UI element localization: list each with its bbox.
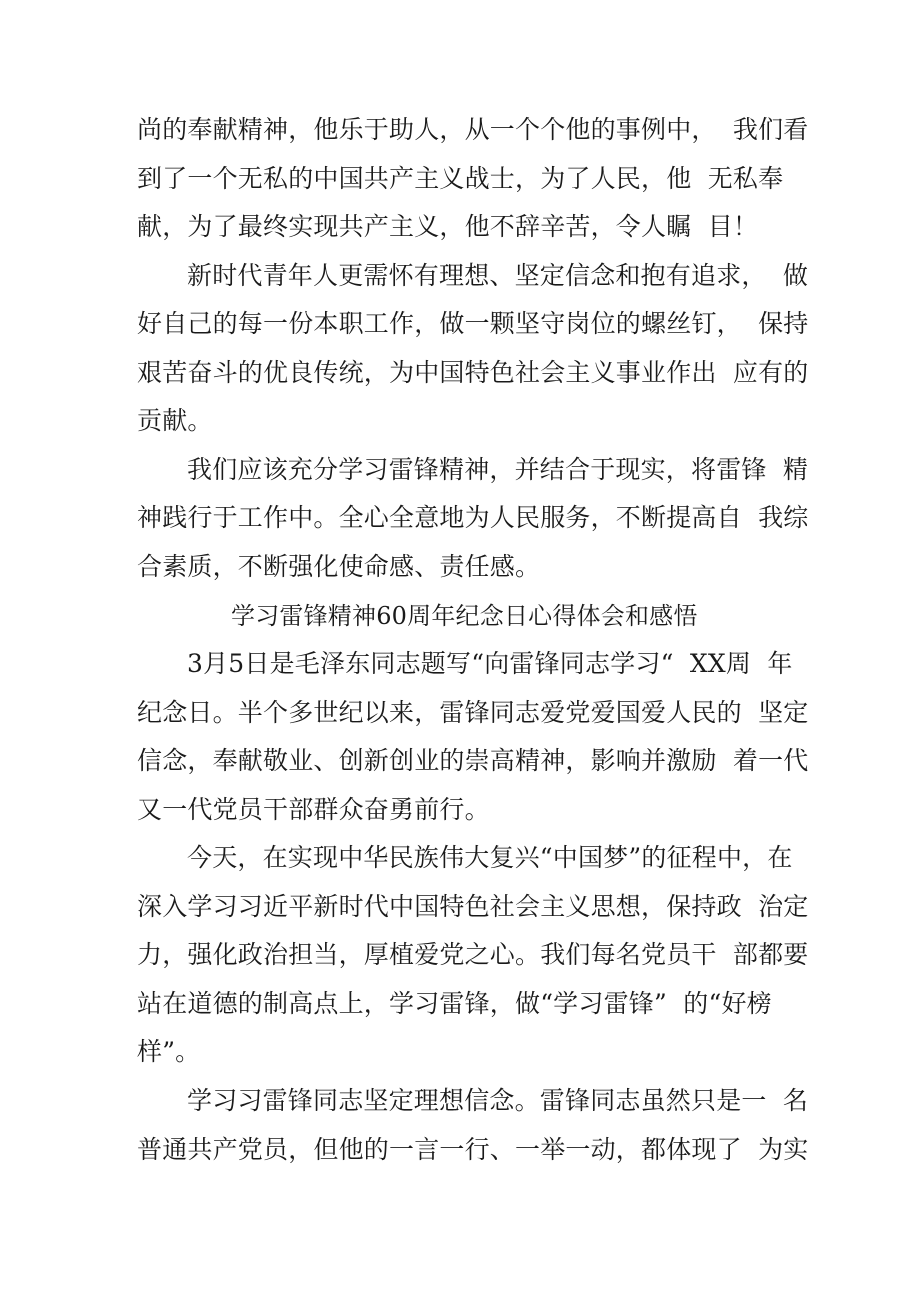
text-line: 力，强化政治担当，厚植爱党之心。我们每名党员干 部都要 [137,940,809,969]
text-line: 站在道德的制高点上，学习雷锋，做“学习雷锋” 的“好榜 [137,989,772,1018]
text-line: 纪念日。半个多世纪以来，雷锋同志爱党爱国爱人民的 坚定 [137,698,809,727]
text-line: 献，为了最终实现共产主义，他不辞辛苦，令人瞩 目！ [137,212,759,241]
text-line: 好自己的每一份本职工作，做一颗坚守岗位的螺丝钉， 保持 [137,309,809,338]
text-line: 今天，在实现中华民族伟大复兴“中国梦”的征程中，在 [187,843,793,872]
text-line: 合素质，不断强化使命感、责任感。 [137,552,541,581]
text-line: 又一代党员干部群众奋勇前行。 [137,795,490,824]
section-title: 学习雷锋精神60周年纪念日心得体会和感悟 [231,602,698,630]
text-line: 我们应该充分学习雷锋精神，并结合于现实，将雷锋 精 [187,455,809,484]
text-line: 贡献。 [137,406,213,435]
text-line: 艰苦奋斗的优良传统，为中国特色社会主义事业作出 应有的 [137,358,809,387]
text-line: 新时代青年人更需怀有理想、坚定信念和抱有追求， 做 [187,261,809,290]
text-line: 神践行于工作中。全心全意地为人民服务，不断提高自 我综 [137,503,809,532]
text-line: 样”。 [137,1037,201,1066]
text-line: 信念，奉献敬业、创新创业的崇高精神，影响并激励 着一代 [137,746,809,775]
text-line: 深入学习习近平新时代中国特色社会主义思想，保持政 治定 [137,892,809,921]
text-line: 到了一个无私的中国共产主义战士，为了人民，他 无私奉 [137,164,784,193]
text-line: 普通共产党员，但他的一言一行、一举一动，都体现了 为实 [137,1135,809,1164]
text-line: 3月5日是毛泽东同志题写“向雷锋同志学习“ XX周 年 [187,649,793,678]
text-line: 尚的奉献精神，他乐于助人，从一个个他的事例中， 我们看 [137,115,809,144]
text-line: 学习习雷锋同志坚定理想信念。雷锋同志虽然只是一 名 [187,1086,809,1115]
